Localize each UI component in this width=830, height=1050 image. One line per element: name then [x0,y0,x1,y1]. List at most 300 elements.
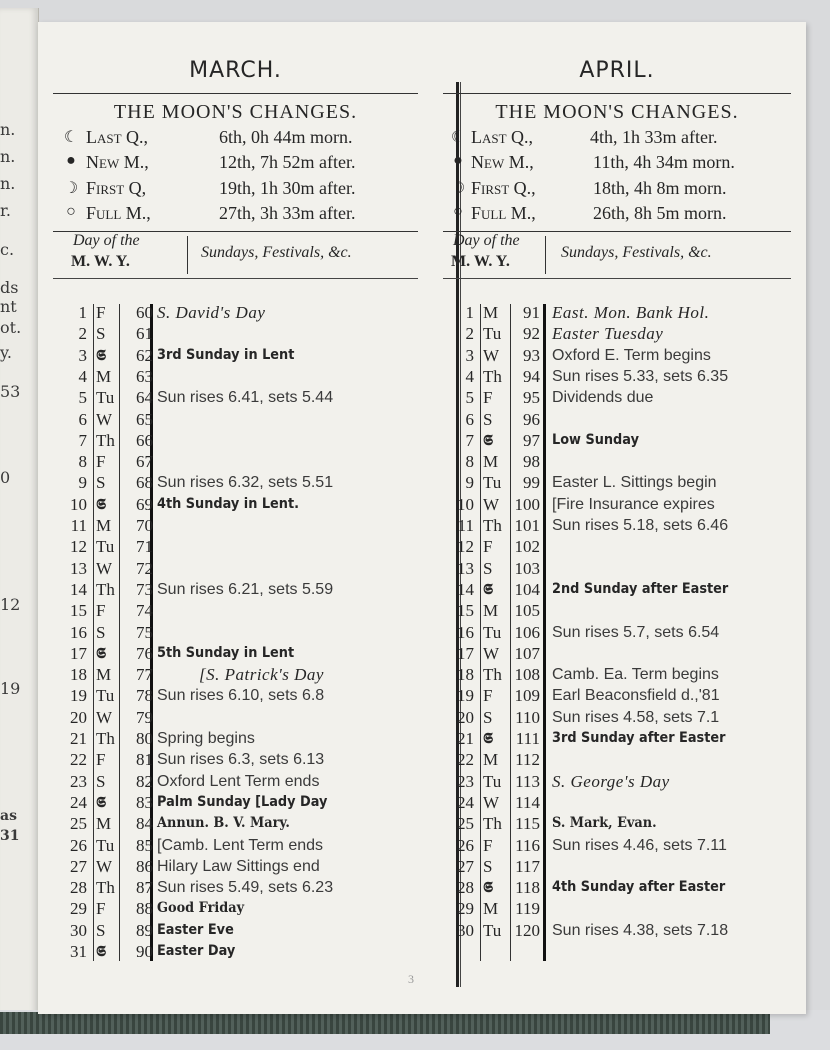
calendar-row [53,664,418,685]
day-of-month: 15 [457,601,474,621]
day-of-week: S [96,771,106,791]
day-of-year: 98 [523,452,540,472]
day-of-year: 89 [136,920,153,940]
previous-page-edge [0,8,39,1020]
sunday-marker: 𝕾 [483,729,493,747]
day-of-year: 93 [523,345,540,365]
event-text: Sun rises 5.18, sets 6.46 [552,517,729,534]
event-text: Sun rises 5.33, sets 6.35 [552,367,729,385]
day-of-week: M [96,366,112,386]
calendar-row [53,409,418,430]
day-of-year: 84 [136,814,153,834]
day-of-week: M [483,601,499,621]
day-of-week: W [96,856,113,876]
calendar-row [53,323,418,344]
calendar-row [53,494,418,515]
day-of-month: 7 [465,430,474,450]
day-of-month: 8 [78,452,87,472]
calendar-row [443,813,791,834]
event-text: Sun rises 5.49, sets 6.23 [157,879,334,897]
day-of-week: M [483,452,499,472]
day-of-year: 78 [136,686,153,706]
day-of-year: 73 [136,579,153,599]
calendar-row [53,792,418,813]
day-of-month: 12 [70,537,87,557]
previous-page-fragment: as [0,808,17,824]
day-of-year: 74 [136,601,153,621]
calendar-row [443,685,791,706]
day-of-year: 81 [136,750,153,770]
month-title: APRIL. [579,58,655,83]
moon-phase-time: 27th, 3h 33m after. [219,203,356,223]
day-of-year: 103 [514,558,540,578]
calendar-row [53,622,418,643]
events-header: Sundays, Festivals, &c. [201,244,352,261]
day-of-year: 75 [136,622,153,642]
sunday-marker: 𝕾 [483,430,493,449]
moon-phase-name: Full M., [471,203,536,223]
calendar-row [53,707,418,728]
page-number: 3 [408,972,414,986]
day-of-month: 19 [70,686,87,706]
day-of-month: 30 [70,920,87,940]
day-of-year: 97 [523,430,540,450]
day-of-week: M [96,516,112,535]
day-of-year: 107 [514,643,540,663]
event-text: 3rd Sunday in Lent [157,346,295,363]
day-of-week: Tu [96,388,115,408]
moon-phase-icon: ☽ [450,180,466,197]
day-of-month: 22 [457,750,474,770]
previous-page-fragment: r. [0,201,11,220]
day-of-month: 4 [465,366,474,386]
day-of-year: 91 [523,303,540,322]
calendar-row [443,366,791,387]
day-of-year: 104 [514,579,540,599]
calendar-row [53,387,418,408]
moon-phase-icon: ● [66,152,76,169]
calendar-row [53,771,418,792]
table-header-rule [443,278,791,279]
day-of-year: 65 [136,409,153,429]
calendar-row [53,366,418,387]
event-text: 2nd Sunday after Easter [552,580,729,597]
day-of-month: 9 [78,473,87,493]
day-of-year: 86 [136,856,153,876]
day-of-week: W [96,558,113,578]
previous-page-fragment: 0 [0,468,11,487]
day-of-the-label: Day of the [453,232,520,249]
calendar-row [53,451,418,472]
day-of-year: 114 [515,792,540,812]
table-header-rule [53,278,418,279]
moon-phase-time: 19th, 1h 30m after. [219,178,356,198]
moon-phase-icon: ○ [453,203,463,220]
calendar-row [53,536,418,557]
mwy-label: M. W. Y. [71,253,130,270]
day-of-month: 9 [465,473,474,493]
calendar-row [53,877,418,898]
event-text: 4th Sunday after Easter [552,879,726,896]
moon-phase-icon: ○ [66,203,76,220]
day-of-month: 11 [457,516,474,535]
day-of-week: Th [483,516,502,535]
day-of-month: 29 [70,899,87,919]
calendar-row [443,409,791,430]
day-of-month: 2 [465,324,474,344]
day-of-week: Tu [483,622,502,642]
day-of-month: 22 [70,750,87,770]
day-of-week: Th [96,430,115,450]
calendar-row [443,323,791,344]
previous-page-fragment: 31 [0,828,20,844]
calendar-row [53,728,418,749]
day-of-week: Th [96,729,115,748]
sunday-marker: 𝕾 [96,494,106,513]
previous-page-fragment: n. [0,120,16,139]
calendar-row [53,835,418,856]
day-of-year: 113 [515,771,540,791]
event-text: S. David's Day [157,303,266,322]
calendar-row [443,920,791,941]
day-of-week: M [483,899,499,919]
event-text: Sun rises 6.32, sets 5.51 [157,474,334,492]
day-of-year: 69 [136,494,153,514]
day-of-week: F [96,750,106,770]
calendar-row [443,515,791,536]
day-of-week: Th [483,366,502,386]
day-of-year: 102 [514,537,540,557]
day-of-the-label: Day of the [73,232,140,249]
day-of-month: 5 [78,388,87,408]
calendar-row [443,707,791,728]
day-of-year: 94 [523,366,540,386]
event-text: Sun rises 6.21, sets 5.59 [157,580,334,598]
book-binding [0,1012,770,1034]
day-of-month: 24 [70,792,87,812]
calendar-row [443,664,791,685]
previous-page-fragment: 12 [0,595,21,614]
day-of-month: 26 [457,835,474,855]
calendar-row [443,749,791,770]
day-of-week: F [96,303,106,322]
day-of-year: 70 [136,516,153,535]
day-of-month: 23 [70,771,87,791]
day-of-year: 72 [136,558,153,578]
day-of-year: 67 [136,452,153,472]
day-of-year: 115 [515,814,540,834]
day-of-month: 23 [457,771,474,791]
day-of-year: 85 [136,835,153,855]
day-of-week: Th [96,579,115,599]
day-of-year: 76 [136,643,153,663]
calendar-row [443,835,791,856]
day-of-month: 25 [457,814,474,834]
previous-page-fragment: n. [0,147,16,166]
event-text: 4th Sunday in Lent. [157,495,300,512]
moon-phase-icon: ☾ [450,129,466,146]
calendar-row [443,430,791,451]
header-separator [187,236,188,274]
day-of-month: 16 [70,622,87,642]
day-of-year: 60 [136,303,153,322]
day-of-month: 29 [457,899,474,919]
calendar-row [443,643,791,664]
calendar-row [443,387,791,408]
calendar-row [443,558,791,579]
day-of-year: 79 [136,707,153,727]
header-rule [53,93,418,94]
day-of-week: W [483,792,500,812]
calendar-row [53,898,418,919]
day-of-month: 10 [457,494,474,514]
event-text: Sun rises 6.10, sets 6.8 [157,687,325,705]
event-text: Low Sunday [552,431,639,448]
moon-phase-time: 4th, 1h 33m after. [590,127,718,147]
calendar-row [443,579,791,600]
sunday-marker: 𝕾 [483,579,493,598]
day-of-week: S [96,324,106,344]
calendar-row [443,792,791,813]
moon-phase-icon: ☽ [63,180,79,197]
calendar-row [53,515,418,536]
day-of-week: Tu [96,835,115,855]
day-of-month: 15 [70,601,87,621]
day-of-month: 8 [465,452,474,472]
day-of-month: 13 [70,558,87,578]
day-of-month: 18 [457,665,474,685]
day-of-month: 14 [457,579,474,599]
calendar-row [53,856,418,877]
day-of-month: 7 [78,430,87,450]
event-text: Easter Eve [157,921,234,938]
day-of-month: 10 [70,494,87,514]
header-rule [443,93,791,94]
day-of-week: W [483,345,500,365]
event-text: S. Mark, Evan. [552,815,657,832]
day-of-month: 12 [457,537,474,557]
event-text: Sun rises 6.41, sets 5.44 [157,389,334,407]
day-of-year: 83 [136,792,153,812]
moon-changes-heading: THE MOON'S CHANGES. [495,101,739,123]
previous-page-fragment: y. [0,343,12,362]
day-of-month: 2 [78,324,87,344]
sunday-marker: 𝕾 [96,345,106,364]
event-text: Earl Beaconsfield d.,'81 [552,687,720,705]
previous-page-fragment: c. [0,240,15,259]
day-of-year: 80 [136,729,153,748]
day-of-year: 101 [514,516,540,535]
events-header: Sundays, Festivals, &c. [561,244,712,261]
day-of-year: 77 [136,665,153,685]
day-of-week: F [483,388,493,408]
event-text: Oxford E. Term begins [552,346,711,364]
day-of-year: 110 [515,707,540,727]
day-of-week: W [96,409,113,429]
day-of-week: Th [96,878,115,898]
day-of-year: 64 [136,388,153,408]
previous-page-fragment: ot. [0,318,22,337]
day-of-month: 13 [457,558,474,578]
event-text: Palm Sunday [Lady Day [157,793,328,810]
calendar-row [53,558,418,579]
day-of-month: 16 [457,622,474,642]
month-column-0 [53,22,418,1012]
calendar-row [443,345,791,366]
moon-phase-time: 11th, 4h 34m morn. [593,152,735,172]
moon-phase-name: First Q., [471,178,536,198]
day-of-month: 1 [465,303,474,322]
day-of-week: Tu [96,686,115,706]
calendar-row [443,856,791,877]
event-text: Easter Tuesday [552,324,664,344]
previous-page-fragment: n. [0,174,16,193]
day-of-year: 117 [515,856,540,876]
day-of-month: 6 [465,409,474,429]
moon-phase-time: 18th, 4h 8m morn. [593,178,727,198]
calendar-row [443,494,791,515]
calendar-row [53,685,418,706]
previous-page-fragment: nt [0,297,17,316]
calendar-row [53,920,418,941]
event-text: [S. Patrick's Day [199,665,324,685]
day-of-week: S [483,856,493,876]
day-of-year: 109 [514,686,540,706]
day-of-month: 19 [457,686,474,706]
day-of-week: M [483,303,499,322]
event-text: Sun rises 4.46, sets 7.11 [552,836,727,854]
day-of-month: 6 [78,409,87,429]
day-of-year: 100 [514,494,540,514]
day-of-month: 18 [70,665,87,685]
day-of-week: M [96,814,112,834]
event-text: Good Friday [157,900,245,917]
event-text: Oxford Lent Term ends [157,772,320,790]
day-of-year: 111 [515,729,540,748]
moon-phase-name: New M., [86,152,149,172]
day-of-week: Th [483,814,502,834]
calendar-row [443,536,791,557]
day-of-week: M [483,750,499,770]
day-of-month: 21 [457,729,474,748]
day-of-week: Tu [483,920,502,940]
sunday-marker: 𝕾 [96,792,106,811]
day-of-week: Tu [483,324,502,344]
event-text: East. Mon. Bank Hol. [552,303,710,322]
day-of-week: F [483,537,493,557]
day-of-month: 14 [70,579,87,599]
calendar-row [443,622,791,643]
day-of-year: 61 [136,324,153,344]
day-of-year: 105 [514,601,540,621]
previous-page-fragment: ds [0,278,19,297]
day-of-month: 30 [457,920,474,940]
day-of-month: 17 [457,643,474,663]
day-of-week: S [96,473,106,493]
day-of-year: 68 [136,473,153,493]
event-text: Spring begins [157,730,255,747]
event-text: Easter L. Sittings begin [552,474,717,492]
calendar-row [53,345,418,366]
event-text: Sun rises 5.7, sets 6.54 [552,623,720,641]
calendar-row [443,877,791,898]
event-text: Dividends due [552,389,654,407]
day-of-month: 20 [457,707,474,727]
day-of-year: 90 [136,942,153,961]
day-of-month: 20 [70,707,87,727]
month-column-1 [443,22,791,1012]
event-text: [Camb. Lent Term ends [157,836,324,854]
day-of-month: 17 [70,643,87,663]
event-text: Camb. Ea. Term begins [552,666,719,684]
day-of-week: Th [483,665,502,685]
moon-phase-time: 6th, 0h 44m morn. [219,127,353,147]
day-of-month: 3 [465,345,474,365]
day-of-week: Tu [483,473,502,493]
day-of-year: 116 [515,835,540,855]
day-of-month: 28 [457,878,474,898]
day-of-month: 27 [457,856,474,876]
day-of-week: W [483,494,500,514]
moon-phase-time: 26th, 8h 5m morn. [593,203,727,223]
day-of-month: 31 [70,942,87,961]
header-separator [545,236,546,274]
day-of-month: 24 [457,792,474,812]
calendar-row [443,302,791,323]
moon-phase-icon: ☾ [63,129,79,146]
calendar-row [53,472,418,493]
day-of-week: F [483,686,493,706]
event-text: Easter Day [157,943,236,959]
event-text: 5th Sunday in Lent [157,644,295,661]
day-of-week: M [96,665,112,685]
day-of-week: S [96,920,106,940]
day-of-month: 25 [70,814,87,834]
day-of-month: 27 [70,856,87,876]
day-of-week: F [96,601,106,621]
day-of-year: 88 [136,899,153,919]
calendar-row [53,600,418,621]
day-of-week: W [96,707,113,727]
day-of-year: 66 [136,430,153,450]
day-of-week: S [96,622,106,642]
event-text: S. George's Day [552,771,670,791]
calendar-row [53,430,418,451]
day-of-month: 28 [70,878,87,898]
calendar-row [53,302,418,323]
moon-phase-name: Last Q., [471,127,534,147]
almanac-page [38,22,806,1014]
event-text: [Fire Insurance expires [552,495,715,513]
moon-changes-heading: THE MOON'S CHANGES. [113,101,358,123]
day-of-year: 87 [136,878,153,898]
day-of-week: S [483,707,493,727]
moon-phase-icon: ● [453,152,463,169]
day-of-week: F [96,452,106,472]
day-of-week: S [483,409,493,429]
day-of-month: 4 [78,366,87,386]
day-of-year: 95 [523,388,540,408]
day-of-week: F [96,899,106,919]
calendar-row [443,898,791,919]
day-of-year: 62 [136,345,153,365]
day-of-year: 92 [523,324,540,344]
moon-phase-time: 12th, 7h 52m after. [219,152,356,172]
moon-phase-name: New M., [471,152,534,172]
day-of-year: 108 [514,665,540,685]
day-of-month: 5 [465,388,474,408]
sunday-marker: 𝕾 [96,942,106,960]
